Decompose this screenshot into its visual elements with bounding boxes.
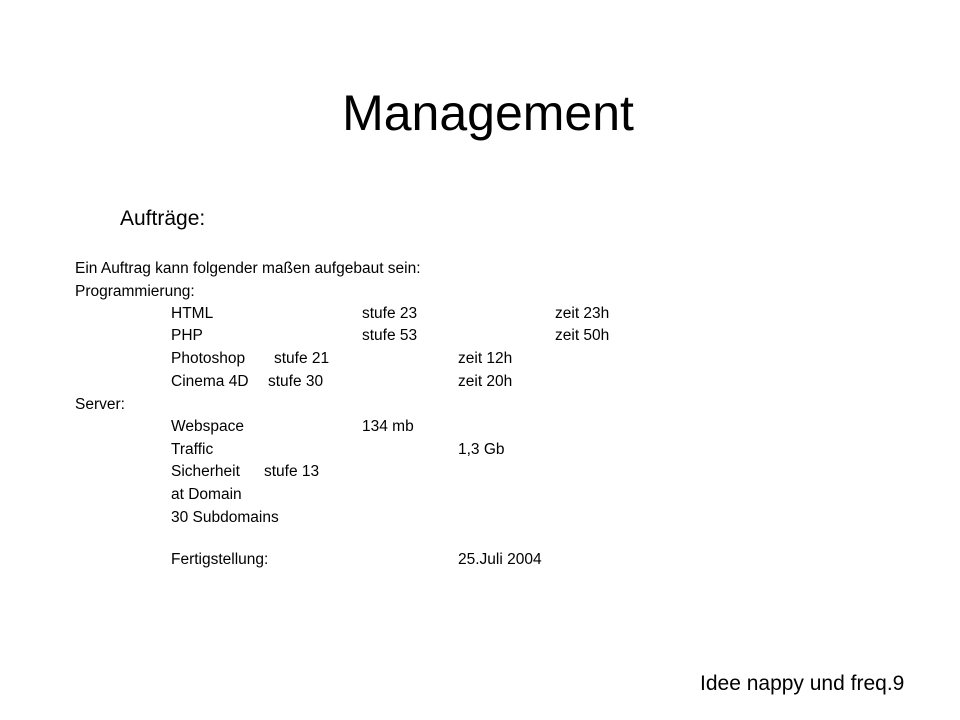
- completion-label: Fertigstellung:: [171, 551, 269, 568]
- intro-text: Ein Auftrag kann folgender maßen aufgebaut sein:: [75, 260, 421, 277]
- item-name: HTML: [171, 305, 214, 322]
- item-time: zeit 12h: [458, 350, 513, 367]
- item-name: PHP: [171, 327, 203, 344]
- item-value: 1,3 Gb: [458, 441, 505, 458]
- item-value: stufe 13: [264, 463, 320, 480]
- completion-date: 25.Juli 2004: [458, 551, 542, 568]
- item-time: zeit 50h: [555, 327, 610, 344]
- item-time: zeit 23h: [555, 305, 610, 322]
- server-item-subdomains: 30 Subdomains: [171, 509, 279, 526]
- item-level: stufe 23: [362, 305, 418, 322]
- credit-text: Idee nappy und freq.9: [700, 672, 905, 695]
- item-name: Photoshop: [171, 350, 246, 367]
- item-level: stufe 53: [362, 327, 418, 344]
- item-name: Webspace: [171, 418, 244, 435]
- item-name: Cinema 4D: [171, 373, 249, 390]
- item-level: stufe 30: [268, 373, 324, 390]
- section-heading: Aufträge:: [120, 207, 206, 230]
- item-time: zeit 20h: [458, 373, 513, 390]
- item-level: stufe 21: [274, 350, 330, 367]
- item-value: 134 mb: [362, 418, 414, 435]
- programming-label: Programmierung:: [75, 283, 195, 300]
- item-name: Sicherheit: [171, 463, 240, 480]
- item-name: Traffic: [171, 441, 214, 458]
- server-label: Server:: [75, 396, 125, 413]
- slide-title: Management: [342, 85, 634, 141]
- server-item-domain: at Domain: [171, 486, 242, 503]
